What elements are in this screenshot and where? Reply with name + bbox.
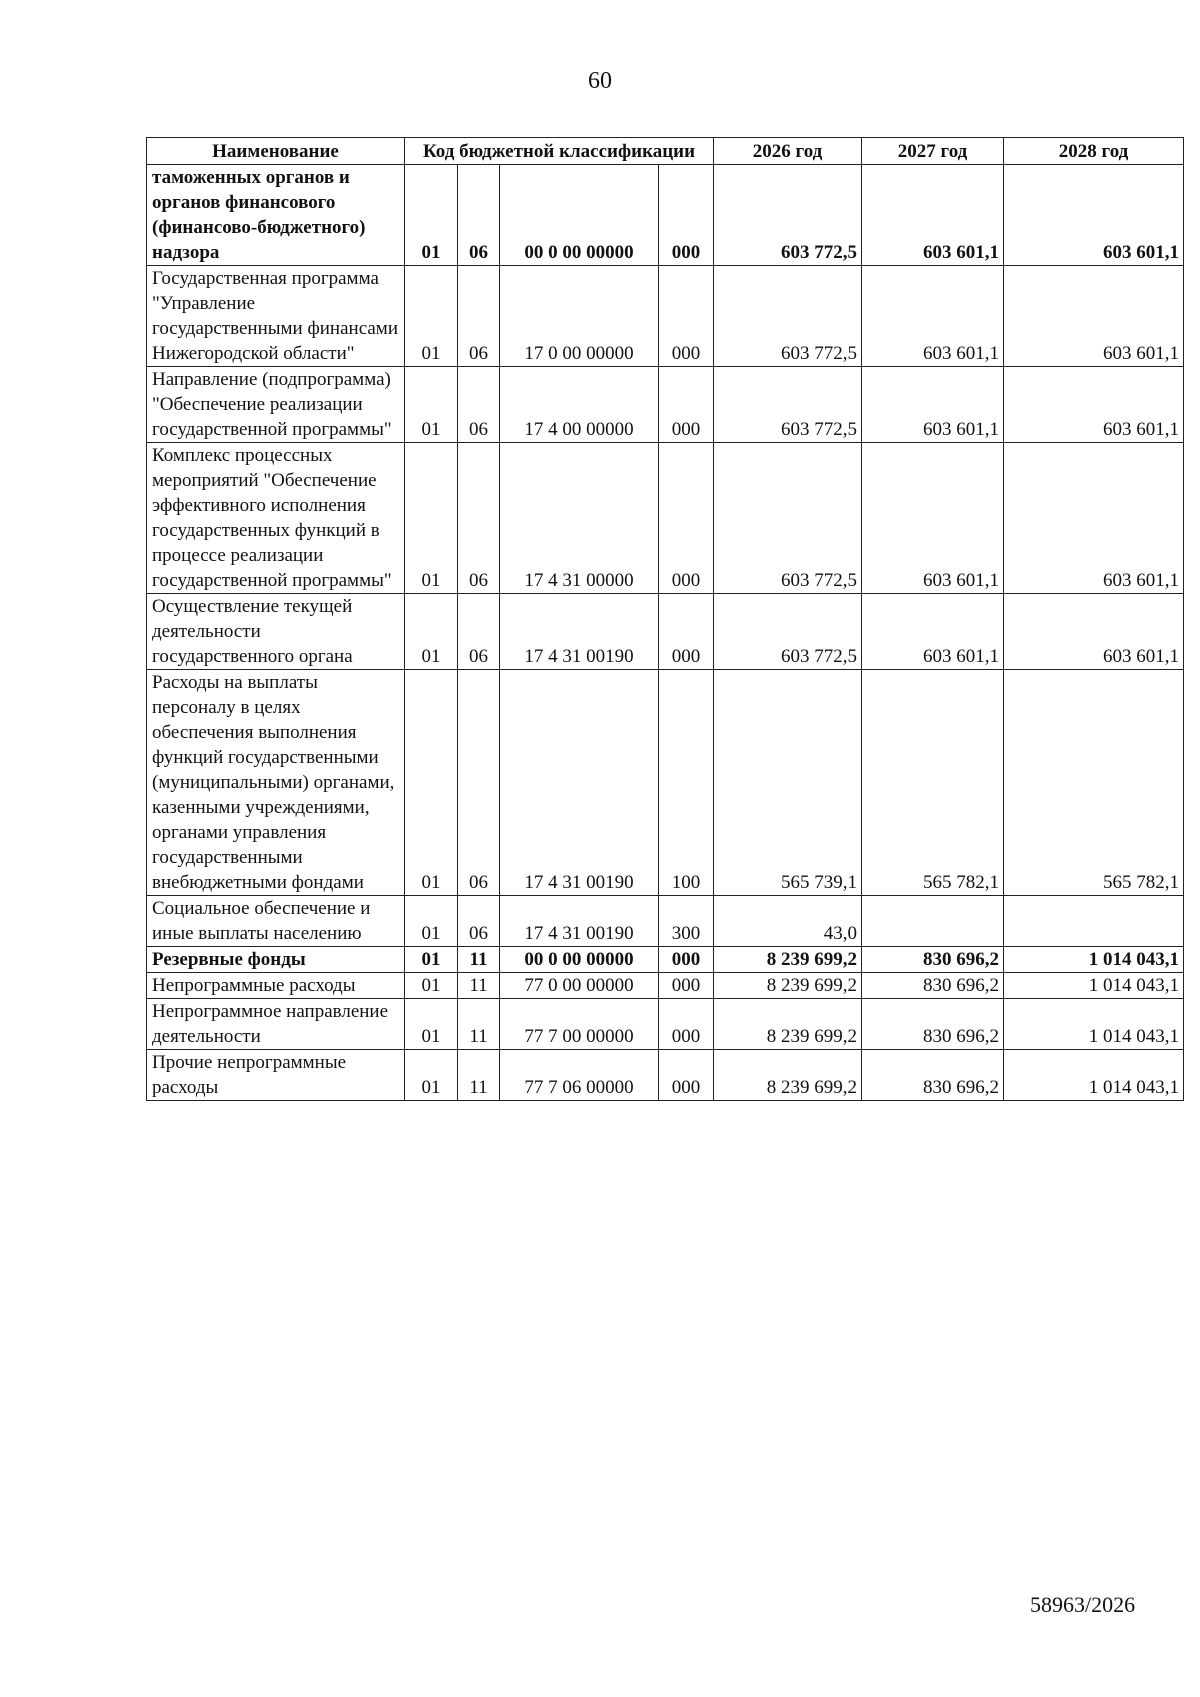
row-amount-2026: 8 239 699,2 bbox=[714, 947, 862, 973]
row-subsection-code: 06 bbox=[458, 165, 500, 266]
row-section-code: 01 bbox=[405, 896, 458, 947]
row-subsection-code: 06 bbox=[458, 367, 500, 443]
row-section-code: 01 bbox=[405, 999, 458, 1050]
row-subsection-code: 11 bbox=[458, 973, 500, 999]
row-expense-type-code: 000 bbox=[659, 266, 714, 367]
row-amount-2027: 603 601,1 bbox=[862, 266, 1004, 367]
table-row bbox=[147, 896, 1184, 947]
row-expense-type-code: 300 bbox=[659, 896, 714, 947]
row-amount-2028: 1 014 043,1 bbox=[1004, 1050, 1184, 1101]
table-row bbox=[147, 973, 1184, 999]
row-name: Комплекс процессных мероприятий "Обеспечение эффективного исполнения государственных функций в процессе реализации государственной программы" bbox=[147, 443, 405, 594]
row-name: Социальное обеспечение и иные выплаты населению bbox=[147, 896, 405, 947]
row-amount-2026: 565 739,1 bbox=[714, 670, 862, 896]
row-expense-type-code: 000 bbox=[659, 1050, 714, 1101]
row-subsection-code: 06 bbox=[458, 266, 500, 367]
row-expense-type-code: 100 bbox=[659, 670, 714, 896]
header-year-2026: 2026 год bbox=[714, 138, 862, 165]
row-amount-2026: 603 772,5 bbox=[714, 594, 862, 670]
row-amount-2028: 1 014 043,1 bbox=[1004, 999, 1184, 1050]
row-amount-2028: 603 601,1 bbox=[1004, 266, 1184, 367]
row-expense-type-code: 000 bbox=[659, 973, 714, 999]
table-row bbox=[147, 1050, 1184, 1101]
table-row bbox=[147, 947, 1184, 973]
row-target-article-code: 17 4 31 00190 bbox=[500, 594, 659, 670]
row-name: таможенных органов и органов финансового (финансово-бюджетного) надзора bbox=[147, 165, 405, 266]
budget-table bbox=[146, 137, 1184, 1101]
row-amount-2027: 603 601,1 bbox=[862, 367, 1004, 443]
row-amount-2027: 830 696,2 bbox=[862, 1050, 1004, 1101]
header-year-2028: 2028 год bbox=[1004, 138, 1184, 165]
row-target-article-code: 00 0 00 00000 bbox=[500, 947, 659, 973]
table-body bbox=[147, 165, 1184, 1101]
row-target-article-code: 00 0 00 00000 bbox=[500, 165, 659, 266]
row-subsection-code: 06 bbox=[458, 670, 500, 896]
row-name: Осуществление текущей деятельности государственного органа bbox=[147, 594, 405, 670]
row-subsection-code: 11 bbox=[458, 1050, 500, 1101]
row-amount-2028 bbox=[1004, 896, 1184, 947]
row-subsection-code: 11 bbox=[458, 947, 500, 973]
row-subsection-code: 11 bbox=[458, 999, 500, 1050]
row-amount-2026: 8 239 699,2 bbox=[714, 973, 862, 999]
row-amount-2026: 603 772,5 bbox=[714, 367, 862, 443]
row-target-article-code: 17 4 31 00000 bbox=[500, 443, 659, 594]
row-amount-2026: 43,0 bbox=[714, 896, 862, 947]
row-amount-2027: 603 601,1 bbox=[862, 443, 1004, 594]
row-subsection-code: 06 bbox=[458, 594, 500, 670]
row-amount-2027: 603 601,1 bbox=[862, 594, 1004, 670]
row-target-article-code: 77 7 06 00000 bbox=[500, 1050, 659, 1101]
row-name: Прочие непрограммные расходы bbox=[147, 1050, 405, 1101]
row-amount-2028: 603 601,1 bbox=[1004, 367, 1184, 443]
row-section-code: 01 bbox=[405, 443, 458, 594]
document-code: 58963/2026 bbox=[1030, 1592, 1136, 1617]
row-name: Направление (подпрограмма) "Обеспечение реализации государственной программы" bbox=[147, 367, 405, 443]
header-budget-code: Код бюджетной классификации bbox=[405, 138, 714, 165]
row-target-article-code: 17 4 31 00190 bbox=[500, 670, 659, 896]
row-section-code: 01 bbox=[405, 670, 458, 896]
table-row bbox=[147, 999, 1184, 1050]
row-amount-2026: 8 239 699,2 bbox=[714, 1050, 862, 1101]
row-amount-2027 bbox=[862, 896, 1004, 947]
row-name: Непрограммное направление деятельности bbox=[147, 999, 405, 1050]
row-target-article-code: 17 4 00 00000 bbox=[500, 367, 659, 443]
row-name: Расходы на выплаты персоналу в целях обеспечения выполнения функций государственными (муниципальными) органами, казенными учреждениями, органами управления государственными внебюджетными фондами bbox=[147, 670, 405, 896]
table-row bbox=[147, 443, 1184, 594]
row-section-code: 01 bbox=[405, 973, 458, 999]
row-amount-2028: 1 014 043,1 bbox=[1004, 973, 1184, 999]
header-year-2027: 2027 год bbox=[862, 138, 1004, 165]
row-section-code: 01 bbox=[405, 266, 458, 367]
row-target-article-code: 17 0 00 00000 bbox=[500, 266, 659, 367]
row-expense-type-code: 000 bbox=[659, 594, 714, 670]
row-expense-type-code: 000 bbox=[659, 367, 714, 443]
row-name: Резервные фонды bbox=[147, 947, 405, 973]
row-amount-2028: 603 601,1 bbox=[1004, 594, 1184, 670]
row-amount-2026: 603 772,5 bbox=[714, 165, 862, 266]
row-amount-2028: 603 601,1 bbox=[1004, 443, 1184, 594]
row-section-code: 01 bbox=[405, 594, 458, 670]
row-amount-2026: 603 772,5 bbox=[714, 266, 862, 367]
row-amount-2027: 603 601,1 bbox=[862, 165, 1004, 266]
row-target-article-code: 77 7 00 00000 bbox=[500, 999, 659, 1050]
table-row bbox=[147, 594, 1184, 670]
row-expense-type-code: 000 bbox=[659, 947, 714, 973]
row-amount-2028: 1 014 043,1 bbox=[1004, 947, 1184, 973]
row-section-code: 01 bbox=[405, 367, 458, 443]
row-section-code: 01 bbox=[405, 1050, 458, 1101]
row-amount-2028: 603 601,1 bbox=[1004, 165, 1184, 266]
row-amount-2027: 830 696,2 bbox=[862, 999, 1004, 1050]
row-section-code: 01 bbox=[405, 947, 458, 973]
row-amount-2027: 830 696,2 bbox=[862, 973, 1004, 999]
table-header-row bbox=[147, 138, 1184, 165]
row-amount-2027: 565 782,1 bbox=[862, 670, 1004, 896]
page-number: 60 bbox=[588, 68, 612, 94]
row-name: Непрограммные расходы bbox=[147, 973, 405, 999]
row-expense-type-code: 000 bbox=[659, 999, 714, 1050]
row-amount-2027: 830 696,2 bbox=[862, 947, 1004, 973]
header-name: Наименование bbox=[147, 138, 405, 165]
row-subsection-code: 06 bbox=[458, 896, 500, 947]
row-expense-type-code: 000 bbox=[659, 165, 714, 266]
table-row bbox=[147, 266, 1184, 367]
row-target-article-code: 77 0 00 00000 bbox=[500, 973, 659, 999]
row-amount-2026: 603 772,5 bbox=[714, 443, 862, 594]
table-row bbox=[147, 367, 1184, 443]
row-subsection-code: 06 bbox=[458, 443, 500, 594]
row-amount-2028: 565 782,1 bbox=[1004, 670, 1184, 896]
table-row bbox=[147, 670, 1184, 896]
row-target-article-code: 17 4 31 00190 bbox=[500, 896, 659, 947]
table-row bbox=[147, 165, 1184, 266]
row-amount-2026: 8 239 699,2 bbox=[714, 999, 862, 1050]
row-expense-type-code: 000 bbox=[659, 443, 714, 594]
row-name: Государственная программа "Управление государственными финансами Нижегородской области" bbox=[147, 266, 405, 367]
row-section-code: 01 bbox=[405, 165, 458, 266]
